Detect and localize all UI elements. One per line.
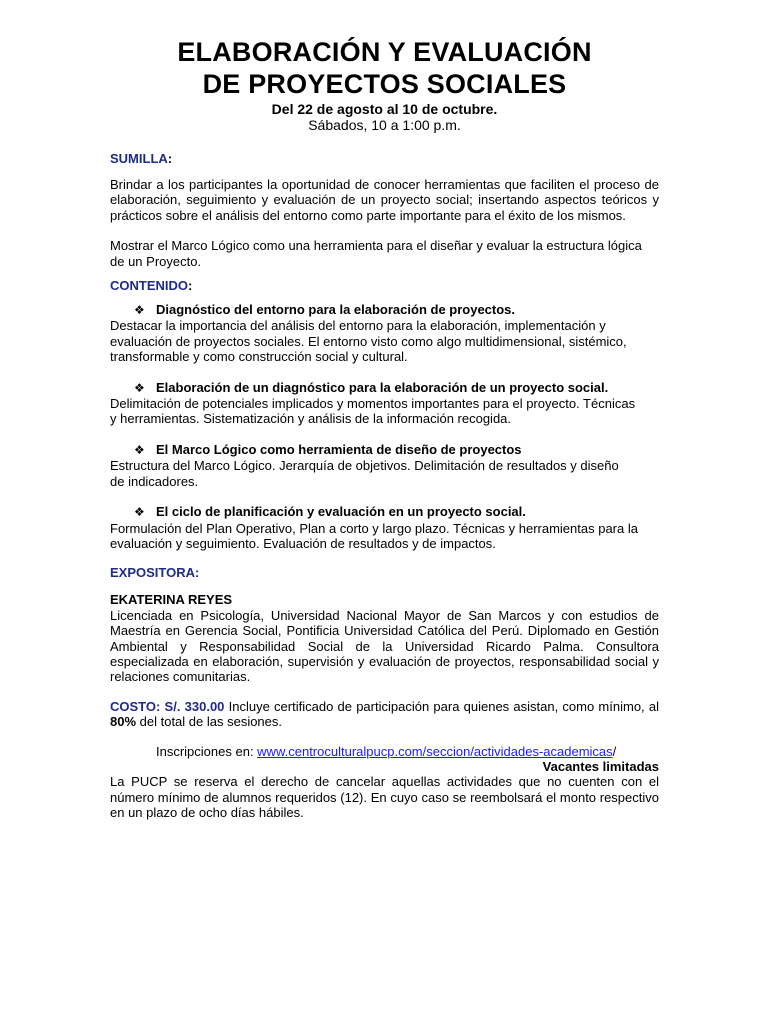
costo-text-after: del total de las sesiones. — [136, 714, 283, 730]
sumilla-paragraph-2: Mostrar el Marco Lógico como una herramienta para el diseñar y evaluar la estructura lógica de un Proyecto. — [110, 238, 642, 269]
speaker-name: EKATERINA REYES — [110, 592, 233, 608]
contenido-item-title-text: El ciclo de planificación y evaluación en un proyecto social. — [156, 504, 526, 520]
course-dates: Del 22 de agosto al 10 de octubre. — [271, 101, 498, 117]
sumilla-heading — [110, 151, 659, 167]
inscripciones-link[interactable]: www.centroculturalpucp.com/seccion/actividades-academicas — [257, 743, 613, 759]
sumilla-paragraph-1: Brindar a los participantes la oportunidad de conocer herramientas que faciliten el proceso de elaboración, seguimiento y evaluación de un proyecto social; insertando aspectos teóricos y prácticos sobre el análisis del entorno como parte importante para el éxito de los mismos. — [110, 177, 659, 223]
contenido-item-description: Destacar la importancia del análisis del entorno para la elaboración, implementación y evaluación de proyectos sociales. El entorno visto como algo multidimensional, sistémico, transformable y como construcción social y cultural. — [110, 318, 627, 365]
contenido-item-title — [110, 302, 659, 318]
costo-percent: 80% — [110, 714, 137, 730]
disclaimer-paragraph: La PUCP se reserva el derecho de cancelar aquellas actividades que no cuenten con el número mínimo de alumnos requeridos (12). En cuyo caso se reembolsará el monto respectivo en un plazo de ocho días hábiles. — [110, 774, 659, 821]
contenido-item-title — [110, 442, 659, 458]
vacantes-limitadas: Vacantes limitadas — [542, 758, 659, 774]
diamond-bullet-icon: ❖ — [134, 442, 145, 457]
contenido-item-1 — [110, 302, 659, 365]
inscripciones-label: Inscripciones en: — [156, 743, 258, 759]
course-schedule: Sábados, 10 a 1:00 p.m. — [308, 117, 461, 133]
speaker-bio: Licenciada en Psicología, Universidad Nacional Mayor de San Marcos y con estudios de Maestría en Gerencia Social, Pontificia Universidad Católica del Perú. Diplomado en Gestión Ambiental y Responsabilidad Social de la Universidad Ricardo Palma. Consultora especializada en elaboración, supervisión y evaluación de proyectos, responsabilidad social y relaciones comunitarias. — [110, 607, 659, 685]
sumilla-heading-label: SUMILLA — [110, 151, 168, 166]
contenido-item-title-text: Diagnóstico del entorno para la elaboración de proyectos. — [156, 302, 516, 318]
title-line-1: ELABORACIÓN Y EVALUACIÓN — [177, 37, 592, 67]
contenido-item-3 — [110, 442, 659, 489]
contenido-item-description: Estructura del Marco Lógico. Jerarquía de objetivos. Delimitación de resultados y diseño de indicadores. — [110, 458, 619, 489]
inscripciones-line — [110, 744, 659, 759]
contenido-heading-label: CONTENIDO — [110, 278, 188, 294]
costo-paragraph — [110, 699, 659, 730]
contenido-heading-colon: : — [188, 278, 193, 294]
costo-text-before: Incluye certificado de participación para quienes asistan, como mínimo, al — [224, 698, 660, 714]
contenido-item-title — [110, 504, 659, 520]
diamond-bullet-icon: ❖ — [134, 505, 145, 520]
contenido-item-4 — [110, 504, 659, 551]
page-title — [110, 36, 659, 100]
expositora-heading: EXPOSITORA: — [110, 565, 200, 581]
contenido-heading — [110, 278, 659, 294]
costo-label: COSTO: S/. 330.00 — [110, 698, 225, 714]
sumilla-heading-colon: : — [167, 151, 173, 166]
contenido-item-description: Formulación del Plan Operativo, Plan a corto y largo plazo. Técnicas y herramientas para la evaluación y seguimiento. Evaluación de resultados y de impactos. — [110, 520, 638, 551]
diamond-bullet-icon: ❖ — [134, 380, 145, 395]
contenido-item-title-text: Elaboración de un diagnóstico para la elaboración de un proyecto social. — [156, 379, 609, 395]
contenido-item-description: Delimitación de potenciales implicados y momentos importantes para el proyecto. Técnicas y herramientas. Sistematización y análisis de la información recogida. — [110, 396, 636, 427]
contenido-item-title-text: El Marco Lógico como herramienta de diseño de proyectos — [156, 441, 522, 457]
course-flyer — [110, 36, 659, 821]
title-line-2: DE PROYECTOS SOCIALES — [202, 69, 567, 99]
diamond-bullet-icon: ❖ — [134, 303, 145, 318]
contenido-item-title — [110, 380, 659, 396]
contenido-item-2 — [110, 380, 659, 427]
inscripciones-trailing: / — [612, 743, 617, 759]
